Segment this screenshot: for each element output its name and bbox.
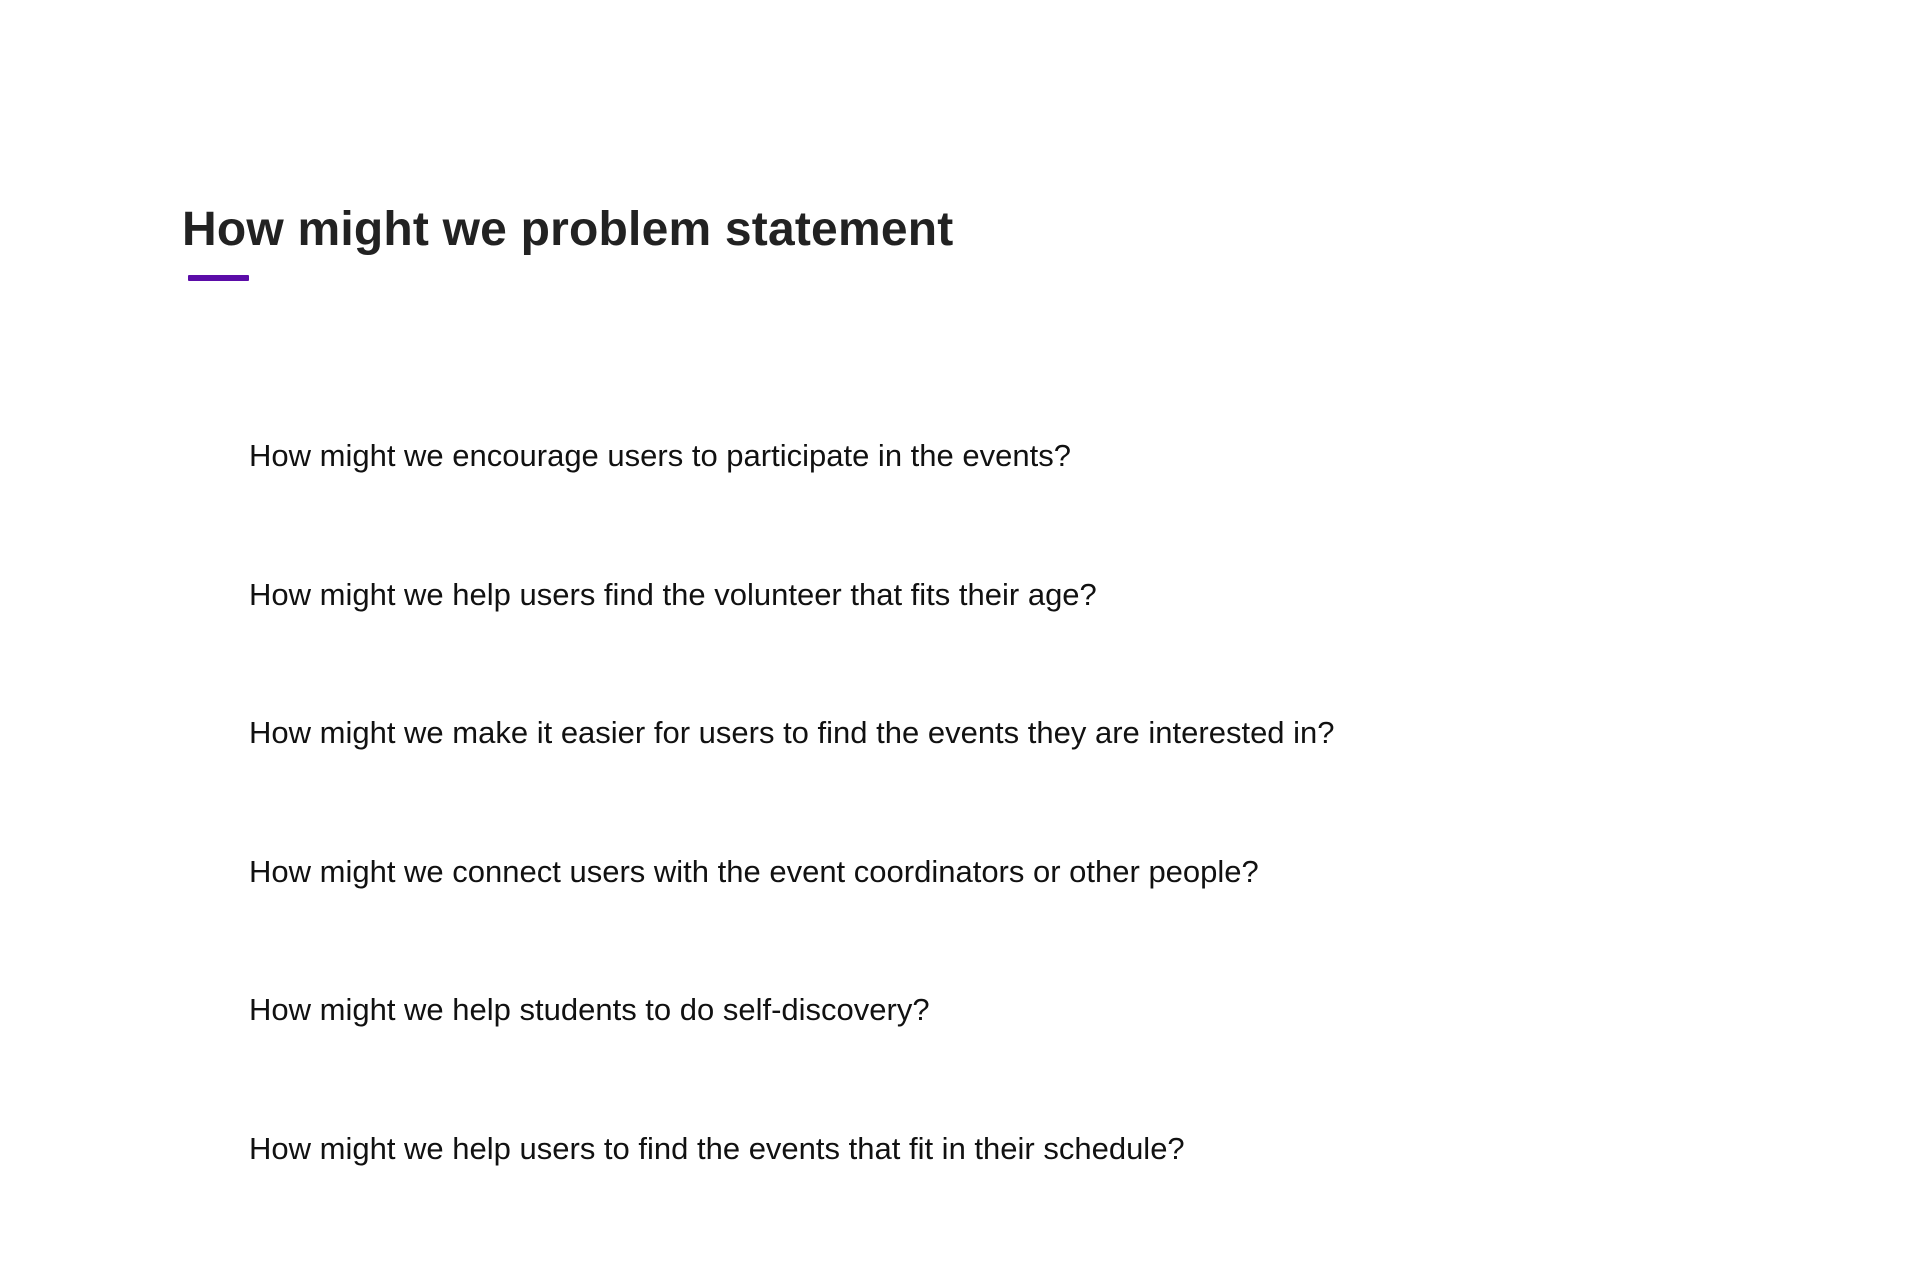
problem-statement-list xyxy=(249,432,1335,1263)
problem-statement-item: How might we help users to find the events that fit in their schedule? xyxy=(249,1125,1335,1263)
problem-statement-item: How might we make it easier for users to find the events they are interested in? xyxy=(249,709,1335,848)
title-accent-underline xyxy=(188,275,249,281)
problem-statement-item: How might we help students to do self-discovery? xyxy=(249,986,1335,1125)
problem-statement-item: How might we connect users with the event coordinators or other people? xyxy=(249,848,1335,987)
page-title: How might we problem statement xyxy=(182,200,953,260)
problem-statement-item: How might we encourage users to participate in the events? xyxy=(249,432,1335,571)
problem-statement-item: How might we help users find the volunteer that fits their age? xyxy=(249,571,1335,710)
